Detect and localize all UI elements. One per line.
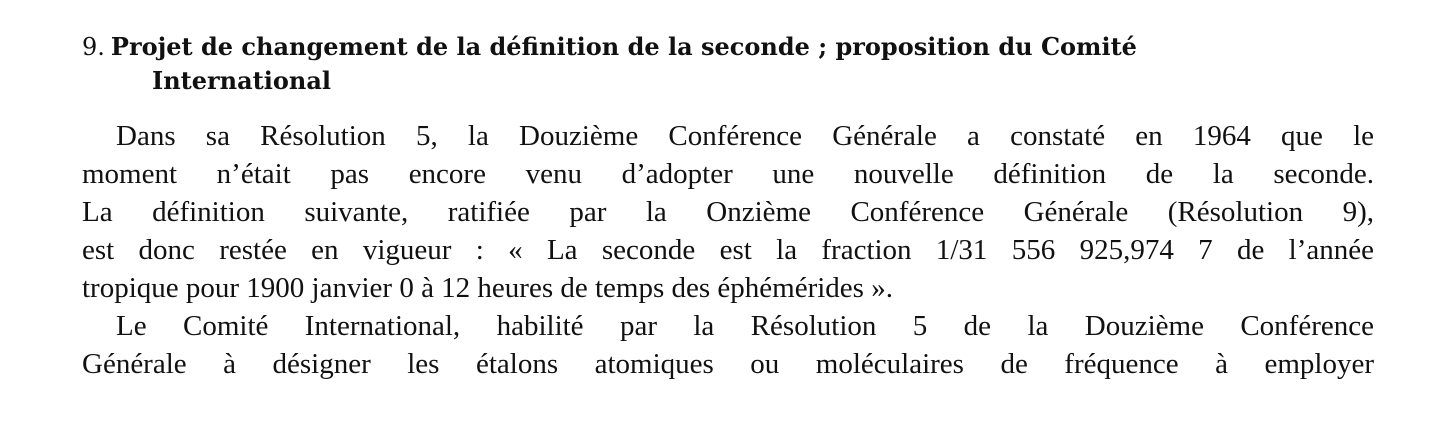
- section-title-line-2: International: [152, 66, 332, 95]
- paragraph-1-line-4: est donc restée en vigueur : « La seconde est la fraction 1/31 556 925,974 7 de l’année: [82, 234, 1374, 266]
- paragraph-2: [82, 307, 1374, 383]
- paragraph-1: [82, 117, 1374, 307]
- section-title-line-1: Projet de changement de la définition de la seconde ; proposition du Comité: [110, 32, 1137, 61]
- section-number: 9.: [82, 33, 105, 61]
- paragraph-1-line-1: Dans sa Résolution 5, la Douzième Conférence Générale a constaté en 1964 que le: [116, 120, 1374, 152]
- paragraph-2-line-1: Le Comité International, habilité par la Résolution 5 de la Douzième Conférence: [116, 310, 1374, 342]
- paragraph-1-line-5: tropique pour 1900 janvier 0 à 12 heures de temps des éphémérides ».: [82, 272, 893, 304]
- paragraph-1-line-2: moment n’était pas encore venu d’adopter une nouvelle définition de la seconde.: [82, 158, 1374, 190]
- section-heading: [82, 30, 1382, 97]
- paragraph-1-line-3: La définition suivante, ratifiée par la Onzième Conférence Générale (Résolution 9),: [82, 196, 1374, 228]
- paragraph-2-line-2: Générale à désigner les étalons atomiques ou moléculaires de fréquence à employer: [82, 348, 1374, 380]
